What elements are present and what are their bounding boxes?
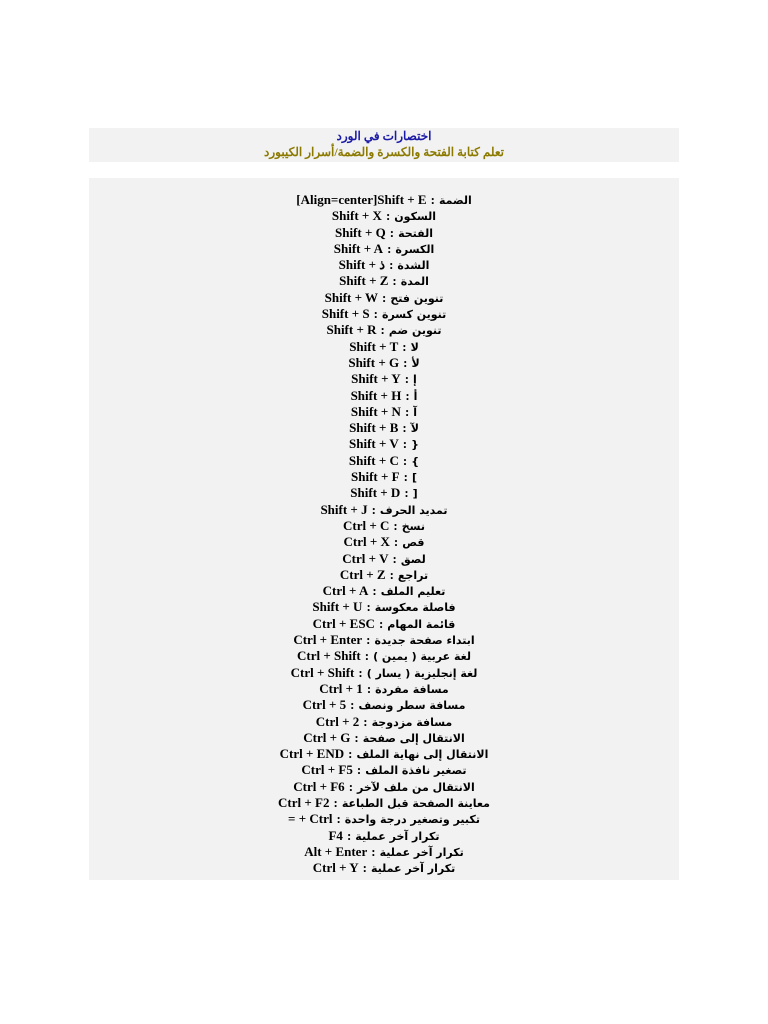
shortcut-row xyxy=(89,306,679,322)
shortcut-description: لأ xyxy=(411,356,420,370)
shortcut-row-content xyxy=(325,290,444,307)
shortcut-row-content xyxy=(291,665,478,682)
shortcut-row-content xyxy=(351,469,417,486)
shortcut-description: تكرار آخر عملية xyxy=(355,829,440,843)
shortcut-row-content xyxy=(323,583,446,600)
shortcut-separator: : xyxy=(387,240,392,256)
shortcut-keys: Shift + X xyxy=(331,208,382,224)
shortcut-row xyxy=(89,860,679,876)
shortcut-description: أ xyxy=(413,389,418,403)
shortcut-row xyxy=(89,746,679,762)
shortcut-keys: Ctrl + F6 xyxy=(293,778,345,794)
shortcut-description: الفتحة xyxy=(398,226,433,240)
shortcut-row xyxy=(89,681,679,697)
shortcut-separator: : xyxy=(363,713,368,729)
shortcut-description: نسخ xyxy=(401,519,425,533)
shortcut-row-content xyxy=(320,502,447,519)
shortcut-separator: : xyxy=(385,208,391,224)
shortcut-description: الانتقال إلى نهاية الملف xyxy=(356,748,489,762)
shortcut-separator: : xyxy=(403,469,408,485)
shortcut-row-content xyxy=(343,518,425,535)
shortcut-row-content xyxy=(335,225,433,242)
shortcut-keys: Ctrl + Enter xyxy=(293,632,363,648)
shortcut-separator: : xyxy=(380,322,385,338)
shortcut-row-content xyxy=(349,453,419,470)
shortcut-row xyxy=(89,811,679,827)
shortcut-description: [ xyxy=(412,487,418,501)
shortcut-row-content xyxy=(351,388,418,405)
shortcut-row xyxy=(89,583,679,599)
shortcut-row xyxy=(89,273,679,289)
shortcut-row-content xyxy=(351,404,417,421)
shortcut-keys: Ctrl + Shift xyxy=(296,648,361,664)
shortcut-row xyxy=(89,436,679,452)
shortcut-separator: : xyxy=(366,680,372,696)
shortcut-row-content xyxy=(296,192,472,209)
shortcut-description: تنوين كسرة xyxy=(381,308,447,322)
shortcut-description: ابتداء صفحة جديدة xyxy=(374,634,475,648)
shortcut-keys: Shift + D xyxy=(350,485,401,501)
shortcut-row xyxy=(89,404,679,420)
shortcut-row-content xyxy=(301,762,466,779)
shortcut-row xyxy=(89,534,679,550)
shortcut-separator: : xyxy=(392,273,397,289)
shortcut-row xyxy=(89,420,679,436)
shortcut-separator: : xyxy=(366,632,371,648)
shortcut-description: تصغير نافذة الملف xyxy=(365,764,467,778)
shortcut-description: الكسرة xyxy=(395,242,435,256)
shortcut-separator: : xyxy=(389,224,395,240)
shortcut-keys: Shift + U xyxy=(312,599,363,615)
shortcut-description: معاينة الصفحة قبل الطباعة xyxy=(341,796,490,810)
shortcut-keys: Ctrl + Z xyxy=(339,566,386,582)
shortcut-keys: Shift + G xyxy=(348,354,400,370)
shortcut-keys: Ctrl + A xyxy=(322,583,369,599)
shortcut-separator: : xyxy=(354,729,359,745)
shortcut-row xyxy=(89,665,679,681)
shortcut-row-content xyxy=(322,306,447,323)
shortcut-row-content xyxy=(278,795,490,812)
shortcut-description: الشدة xyxy=(397,259,430,273)
shortcut-description: قص xyxy=(402,536,425,550)
shortcut-row xyxy=(89,225,679,241)
shortcut-row-content xyxy=(349,436,419,453)
shortcut-description: مسافة مزدوجة xyxy=(371,715,453,729)
shortcut-keys: F4 xyxy=(328,827,343,843)
shortcut-row xyxy=(89,290,679,306)
shortcut-keys: Ctrl + END xyxy=(279,746,345,762)
shortcut-separator: : xyxy=(402,338,407,354)
shortcut-row-content xyxy=(342,551,425,568)
shortcut-separator: : xyxy=(382,289,387,305)
shortcut-row xyxy=(89,599,679,615)
shortcut-keys: Ctrl + F2 xyxy=(278,794,330,810)
shortcut-row-content xyxy=(339,273,429,290)
shortcut-separator: : xyxy=(362,860,368,876)
shortcut-keys: [Align=center]Shift + E xyxy=(296,192,427,207)
page-title: اختصارات في الورد xyxy=(336,129,432,143)
shortcut-description: قائمة المهام xyxy=(387,617,456,631)
shortcut-row-content xyxy=(339,257,430,274)
shortcut-list xyxy=(89,192,679,876)
shortcut-separator: : xyxy=(371,501,376,517)
shortcut-keys: Shift + H xyxy=(350,387,402,403)
shortcut-description: } xyxy=(411,454,420,468)
shortcut-row xyxy=(89,339,679,355)
shortcut-separator: : xyxy=(350,697,355,713)
shortcut-description: ] xyxy=(411,471,417,485)
shortcut-description: إ xyxy=(413,373,417,387)
shortcut-row xyxy=(89,241,679,257)
shortcut-separator: : xyxy=(392,550,397,566)
shortcut-description: فاصلة معكوسة xyxy=(374,601,456,615)
shortcut-keys: Shift + Q xyxy=(334,224,386,240)
shortcut-keys: Shift + Y xyxy=(351,371,401,387)
shortcut-row-content xyxy=(334,241,434,258)
shortcut-keys: Shift + V xyxy=(349,436,399,452)
shortcut-row xyxy=(89,551,679,567)
shortcut-keys: Ctrl + Y xyxy=(312,860,359,876)
shortcut-row-content xyxy=(332,208,436,225)
shortcut-row xyxy=(89,388,679,404)
shortcut-description: لصق xyxy=(400,552,426,566)
shortcut-row xyxy=(89,453,679,469)
shortcut-description: لغة إنجليزية ( يسار ) xyxy=(366,666,478,680)
shortcut-row xyxy=(89,648,679,664)
shortcut-row-content xyxy=(312,599,455,616)
shortcut-description: تعليم الملف xyxy=(380,585,446,599)
shortcut-row xyxy=(89,567,679,583)
shortcut-keys: Shift + W xyxy=(324,289,379,305)
shortcut-description: تكرار آخر عملية xyxy=(379,845,464,859)
shortcut-description: تكبير وتصغير درجة واحدة xyxy=(344,813,480,827)
shortcut-keys: Ctrl + 1 xyxy=(319,680,363,696)
shortcut-row xyxy=(89,616,679,632)
shortcut-description: الانتقال من ملف لآخر xyxy=(357,780,475,794)
shortcut-keys: Shift + F xyxy=(351,469,400,485)
shortcut-keys: Ctrl + ESC xyxy=(312,615,375,631)
shortcut-row-content xyxy=(313,616,456,633)
shortcut-keys: Shift + S xyxy=(321,306,370,322)
shortcut-row-content xyxy=(319,681,448,698)
shortcut-separator: : xyxy=(404,403,410,419)
shortcut-separator: : xyxy=(346,827,352,843)
shortcut-row xyxy=(89,795,679,811)
shortcut-keys: Shift + T xyxy=(349,338,399,354)
shortcut-row xyxy=(89,502,679,518)
shortcut-description: مسافة سطر ونصف xyxy=(358,699,466,713)
shortcut-row xyxy=(89,485,679,501)
shortcut-row xyxy=(89,714,679,730)
shortcut-row xyxy=(89,257,679,273)
shortcut-keys: Shift + N xyxy=(350,403,401,419)
shortcut-description: تنوين فتح xyxy=(390,291,444,305)
shortcut-row-content xyxy=(349,339,419,356)
shortcut-separator: : xyxy=(356,762,362,778)
shortcut-row xyxy=(89,208,679,224)
shortcut-separator: : xyxy=(405,387,410,403)
shortcut-keys: Ctrl + C xyxy=(342,517,390,533)
shortcut-row xyxy=(89,779,679,795)
shortcut-separator: : xyxy=(389,566,394,582)
shortcut-separator: : xyxy=(402,420,407,436)
shortcuts-box xyxy=(89,178,679,880)
shortcut-row-content xyxy=(304,844,464,861)
shortcut-keys: Ctrl + X xyxy=(343,534,390,550)
shortcut-row-content xyxy=(349,420,419,437)
shortcut-row xyxy=(89,355,679,371)
shortcut-row xyxy=(89,762,679,778)
shortcut-separator: : xyxy=(336,811,341,827)
shortcut-row-content xyxy=(351,371,417,388)
shortcut-row xyxy=(89,697,679,713)
shortcut-separator: : xyxy=(402,452,408,468)
shortcut-description: المدة xyxy=(400,275,429,289)
shortcut-row-content xyxy=(348,355,419,372)
shortcut-row xyxy=(89,844,679,860)
shortcut-keys: Ctrl + 5 xyxy=(302,697,347,713)
shortcut-row xyxy=(89,469,679,485)
shortcut-keys: Ctrl + F5 xyxy=(301,762,353,778)
shortcut-row xyxy=(89,730,679,746)
shortcut-keys: Shift + J xyxy=(320,501,368,517)
shortcut-description: السكون xyxy=(394,210,437,224)
header-box xyxy=(89,128,679,162)
shortcut-separator: : xyxy=(358,664,363,680)
shortcut-separator: : xyxy=(348,778,354,794)
shortcut-separator: : xyxy=(430,192,435,207)
shortcut-separator: : xyxy=(348,746,353,762)
shortcut-description: الانتقال إلى صفحة xyxy=(362,731,465,745)
shortcut-separator: : xyxy=(404,371,410,387)
shortcut-separator: : xyxy=(404,485,409,501)
shortcut-keys: Ctrl + V xyxy=(342,550,389,566)
shortcut-row-content xyxy=(313,860,455,877)
shortcut-keys: = + Ctrl xyxy=(288,811,333,827)
shortcut-keys: Alt + Enter xyxy=(304,843,368,859)
shortcut-row xyxy=(89,828,679,844)
shortcut-description: لا xyxy=(410,340,419,354)
shortcut-separator: : xyxy=(366,599,371,615)
shortcut-separator: : xyxy=(403,354,408,370)
shortcut-separator: : xyxy=(364,648,370,664)
shortcut-keys: Shift + C xyxy=(348,452,399,468)
shortcut-row xyxy=(89,518,679,534)
shortcut-row-content xyxy=(293,779,475,796)
shortcut-row-content xyxy=(350,485,417,502)
shortcut-keys: Ctrl + G xyxy=(303,729,351,745)
shortcut-row-content xyxy=(328,828,439,845)
shortcut-description: تنوين ضم xyxy=(388,324,442,338)
shortcut-separator: : xyxy=(389,257,394,273)
shortcut-separator: : xyxy=(378,615,384,631)
shortcut-row-content xyxy=(340,567,428,584)
shortcut-row-content xyxy=(326,322,441,339)
shortcut-description: تراجع xyxy=(397,568,429,582)
shortcut-row-content xyxy=(293,632,474,649)
page-subtitle: تعلم كتابة الفتحة والكسرة والضمة/أسرار الكيبورد xyxy=(264,145,504,159)
shortcut-row xyxy=(89,632,679,648)
shortcut-description: آ xyxy=(413,405,418,419)
shortcut-separator: : xyxy=(402,436,408,452)
shortcut-row xyxy=(89,192,679,208)
shortcut-row-content xyxy=(344,534,425,551)
shortcut-description: تمديد الحرف xyxy=(379,503,448,517)
shortcut-row-content xyxy=(288,811,480,828)
shortcut-row-content xyxy=(297,648,471,665)
shortcut-separator: : xyxy=(371,843,376,859)
shortcut-keys: Ctrl + Shift xyxy=(290,664,355,680)
shortcut-row-content xyxy=(280,746,489,763)
shortcut-description: لغة عربية ( يمين ) xyxy=(373,650,472,664)
shortcut-row-content xyxy=(303,730,464,747)
shortcut-separator: : xyxy=(373,306,378,322)
shortcut-description: { xyxy=(411,438,419,452)
shortcut-separator: : xyxy=(372,583,377,599)
shortcut-description: لآ xyxy=(410,422,419,436)
shortcut-row-content xyxy=(303,697,466,714)
shortcut-keys: Shift + A xyxy=(333,240,384,256)
shortcut-separator: : xyxy=(393,534,399,550)
shortcut-separator: : xyxy=(333,794,338,810)
shortcut-row-content xyxy=(316,714,452,731)
shortcut-row xyxy=(89,371,679,387)
shortcut-keys: Shift + ذ xyxy=(338,257,386,273)
shortcut-description: مسافة مفردة xyxy=(375,682,449,696)
shortcut-separator: : xyxy=(393,517,398,533)
shortcut-keys: Shift + Z xyxy=(339,273,389,289)
shortcut-keys: Shift + R xyxy=(326,322,377,338)
shortcut-description: الضمة xyxy=(438,194,472,207)
shortcut-description: تكرار آخر عملية xyxy=(371,862,456,876)
shortcut-keys: Ctrl + 2 xyxy=(315,713,360,729)
shortcut-row xyxy=(89,322,679,338)
shortcut-keys: Shift + B xyxy=(349,420,399,436)
